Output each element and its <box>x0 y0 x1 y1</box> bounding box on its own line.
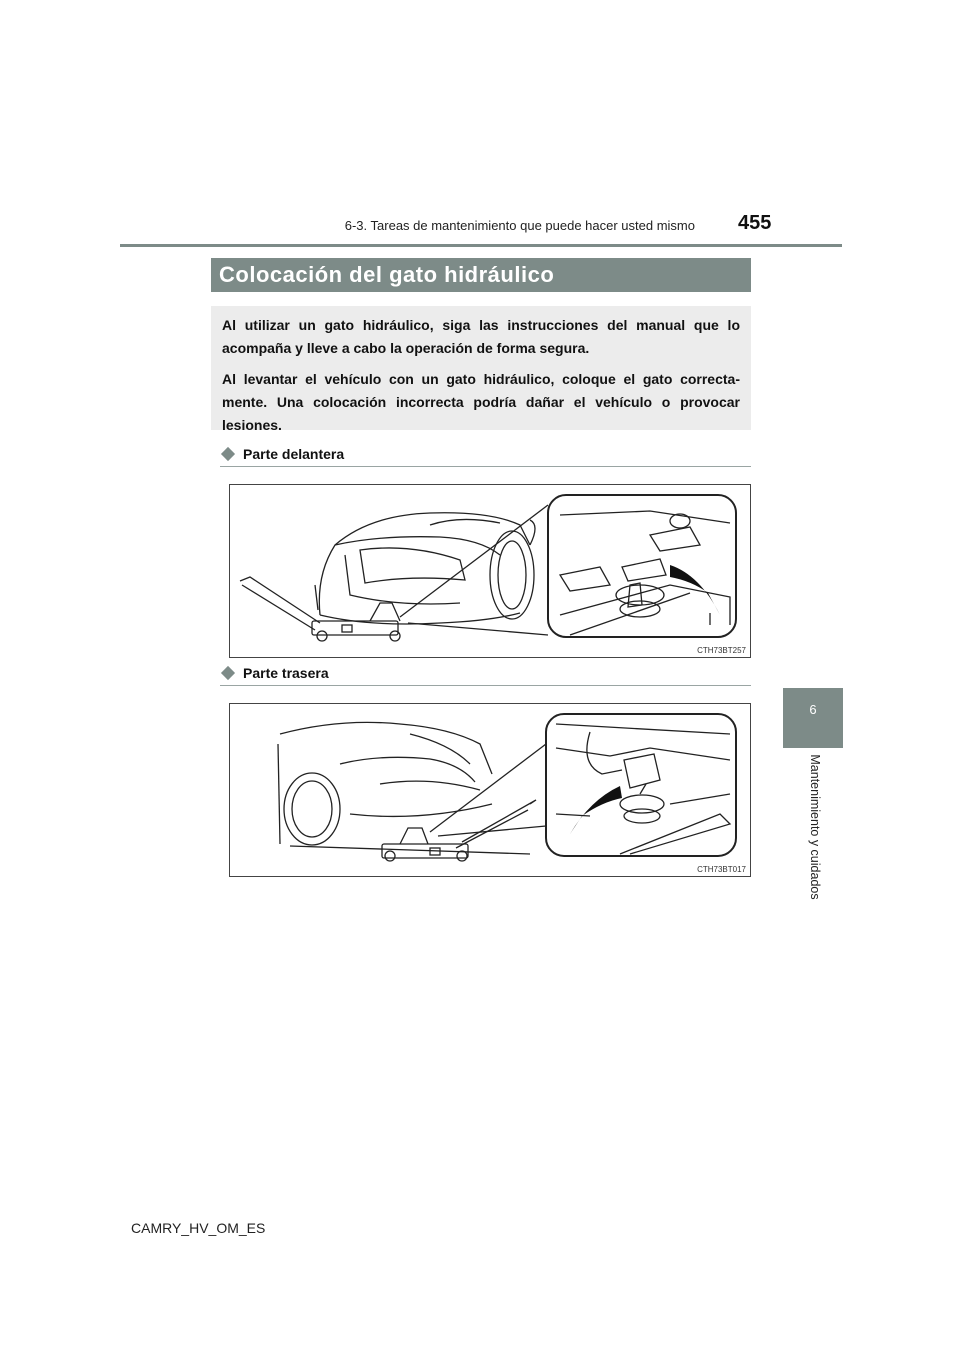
chapter-number: 6 <box>809 702 817 717</box>
page-number: 455 <box>738 212 772 234</box>
intro-paragraph-2: Al levantar el vehículo con un gato hidráulico, coloque el gato correcta-mente. Una colocación incorrecta podría dañar el vehículo o provocar lesiones. <box>222 371 740 433</box>
chapter-label: Mantenimiento y cuidados <box>808 754 822 900</box>
subheading-rear-label: Parte trasera <box>243 665 329 681</box>
intro-box <box>211 306 751 433</box>
header-section-title: 6-3. Tareas de mantenimiento que puede hacer usted mismo <box>344 218 695 233</box>
subheading-rule <box>220 685 751 686</box>
rear-jack-illustration <box>230 704 750 876</box>
subheading-rule <box>220 466 751 467</box>
subheading-front <box>220 446 751 466</box>
intro-paragraph-1: Al utilizar un gato hidráulico, siga las instrucciones del manual que lo acompaña y lleve a cabo la operación de forma segura. <box>222 317 740 356</box>
figure-front-jack <box>229 484 751 658</box>
subheading-front-label: Parte delantera <box>243 446 345 462</box>
front-jack-illustration <box>230 485 750 657</box>
figure-code-rear: CTH73BT017 <box>697 865 746 874</box>
subheading-rear <box>220 665 751 685</box>
footer-document-code: CAMRY_HV_OM_ES <box>131 1220 266 1236</box>
diamond-bullet-icon <box>221 447 235 461</box>
header-rule <box>120 244 842 247</box>
section-title: Colocación del gato hidráulico <box>211 258 751 292</box>
figure-code-front: CTH73BT257 <box>697 646 746 655</box>
figure-rear-jack <box>229 703 751 877</box>
diamond-bullet-icon <box>221 666 235 680</box>
